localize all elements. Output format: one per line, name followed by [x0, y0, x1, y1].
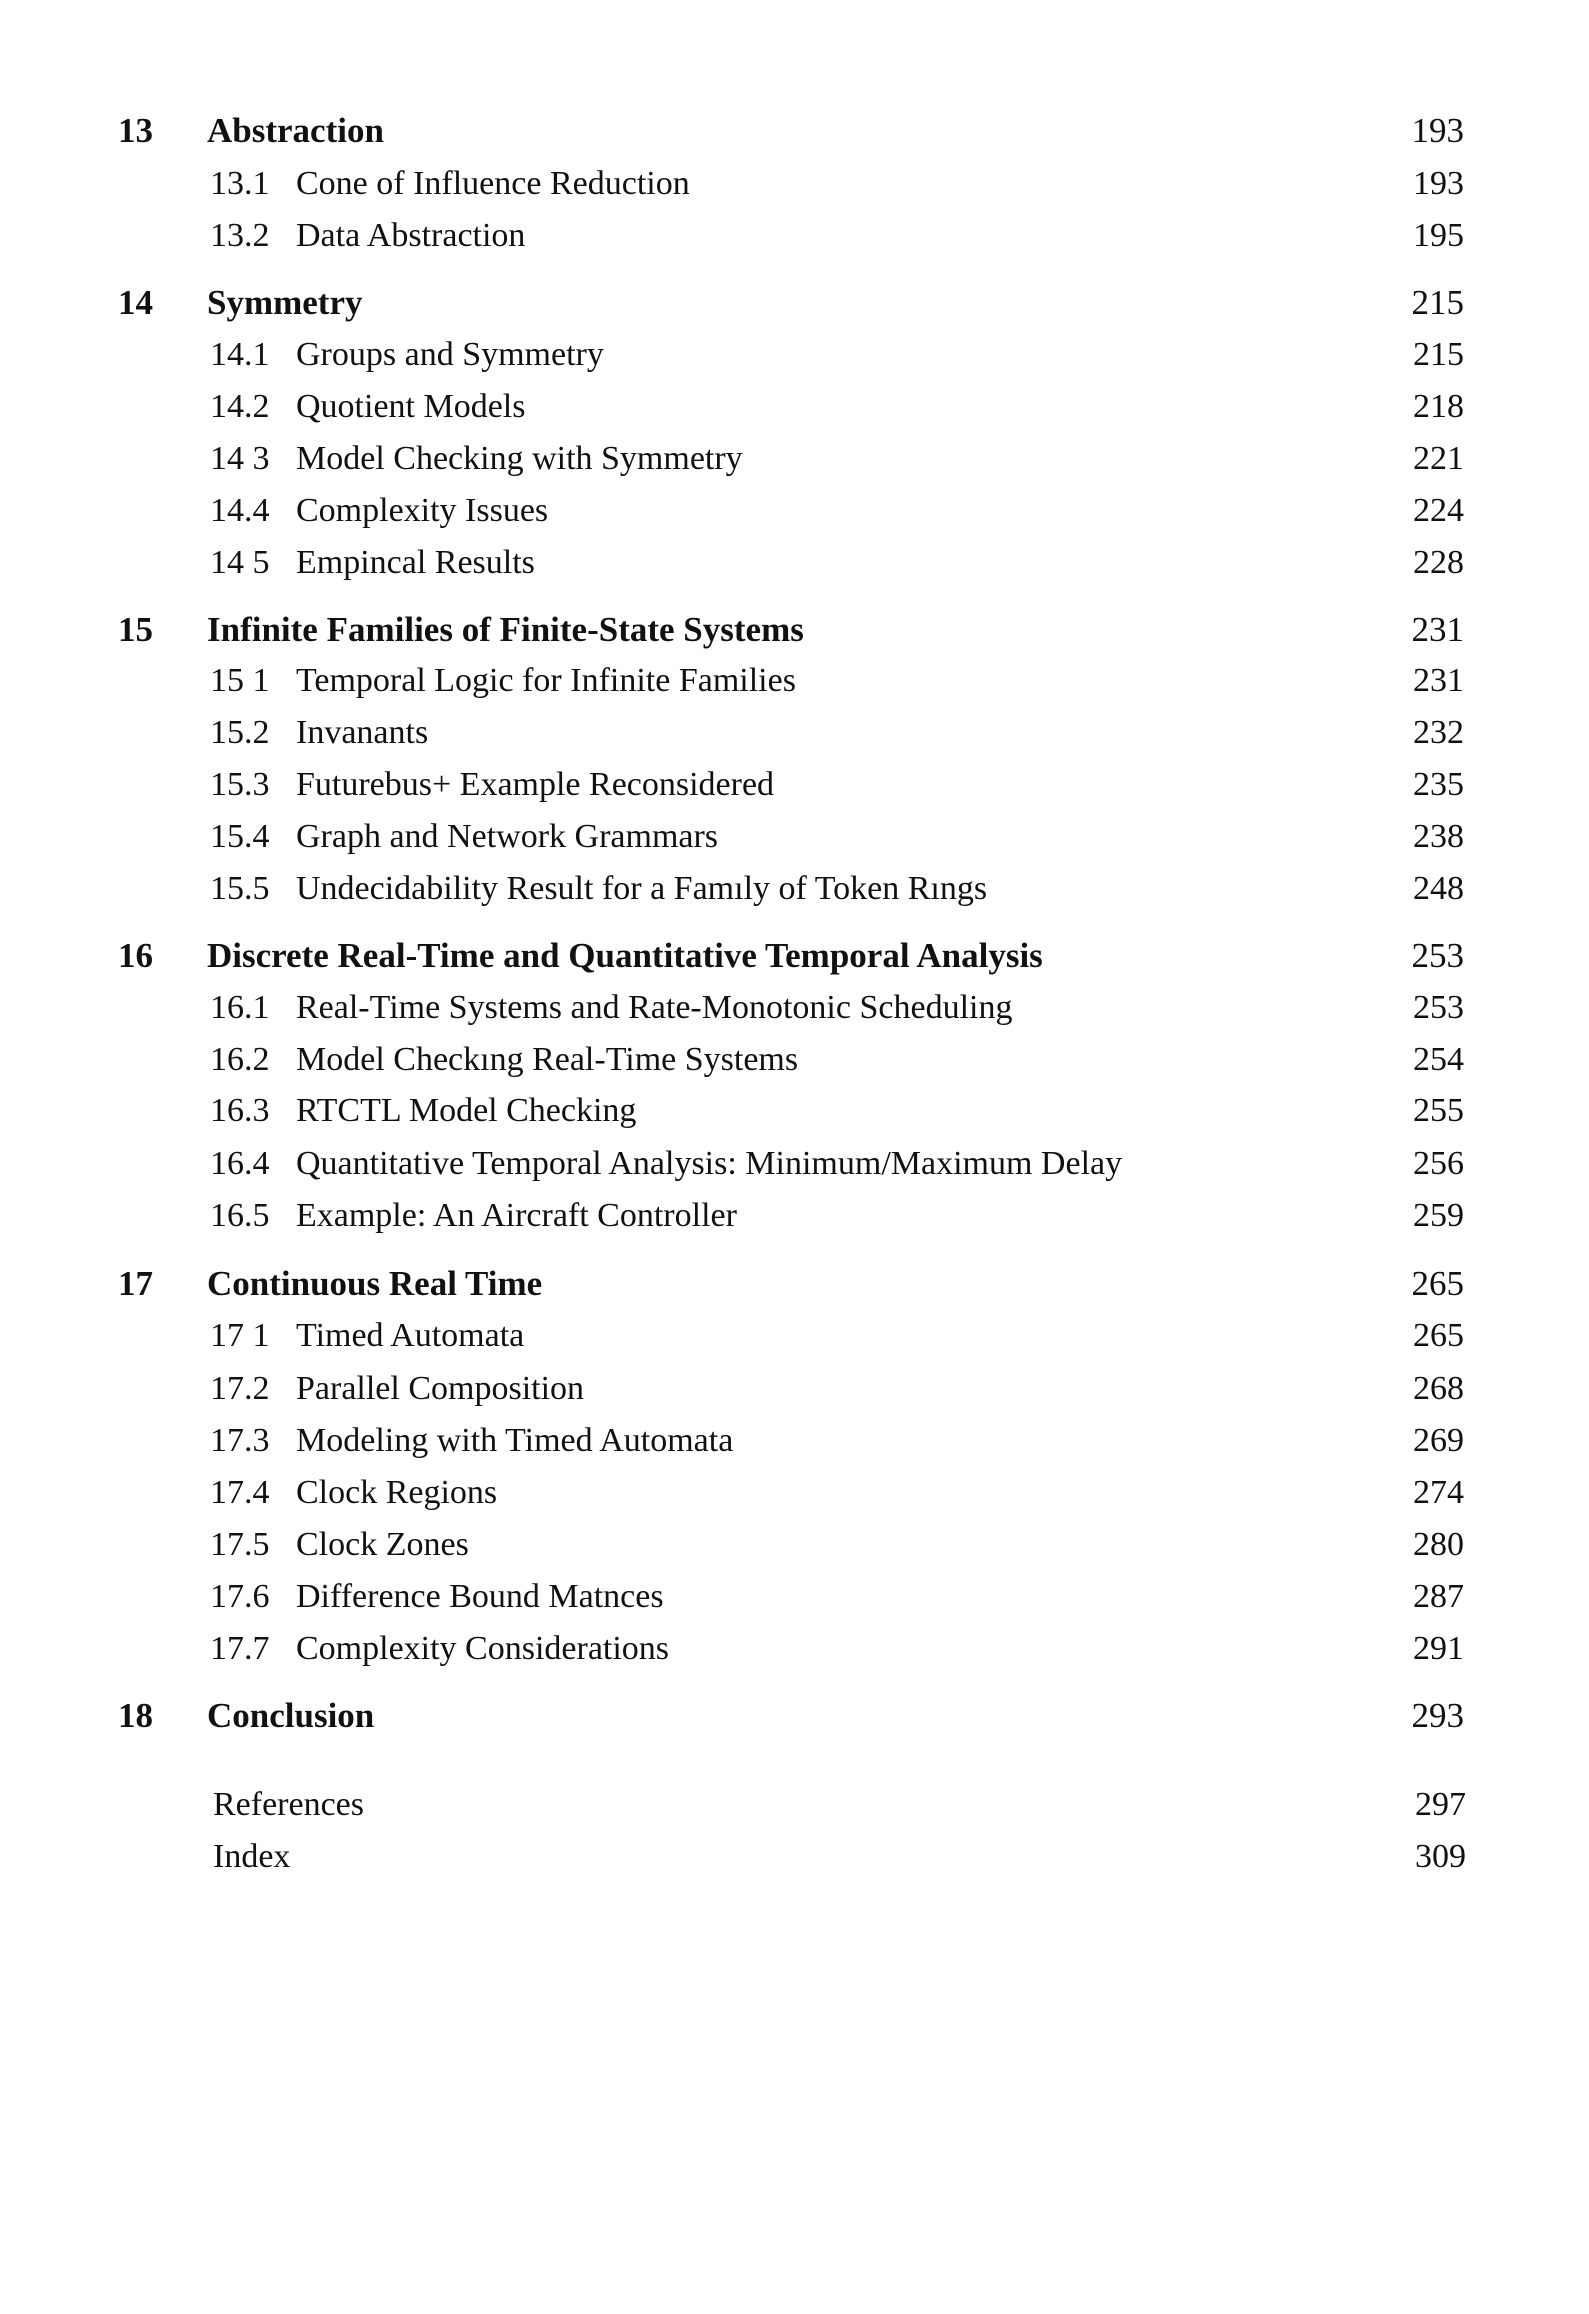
page-number: 231 — [1413, 662, 1464, 699]
toc-chapter-17 — [0, 1259, 1589, 1309]
section-title: Data Abstraction — [296, 217, 526, 254]
page-number: 253 — [1411, 936, 1464, 975]
section-number: 17.5 — [210, 1526, 270, 1563]
chapter-number: 18 — [118, 1696, 153, 1735]
toc-section-14-2 — [0, 382, 1589, 432]
section-number: 14 5 — [210, 544, 270, 581]
chapter-number: 13 — [118, 111, 153, 150]
page-number: 235 — [1413, 766, 1464, 803]
page-number: 232 — [1413, 714, 1464, 751]
page-number: 265 — [1413, 1317, 1464, 1354]
page-number: 193 — [1411, 111, 1464, 150]
section-number: 16.4 — [210, 1145, 270, 1182]
page-number: 215 — [1411, 283, 1464, 322]
chapter-title: Symmetry — [207, 283, 363, 322]
toc-chapter-13 — [0, 106, 1589, 156]
toc-section-17-6 — [0, 1572, 1589, 1622]
section-title: Invanants — [296, 714, 429, 751]
section-number: 17 1 — [210, 1317, 270, 1354]
page-number: 268 — [1413, 1370, 1464, 1407]
page-number: 287 — [1413, 1578, 1464, 1615]
page-number: 215 — [1413, 336, 1464, 373]
section-title: Futurebus+ Example Reconsidered — [296, 766, 775, 803]
toc-section-15-5 — [0, 864, 1589, 914]
section-number: 15.3 — [210, 766, 270, 803]
section-title: Empincal Results — [296, 544, 535, 581]
page-number: 195 — [1413, 217, 1464, 254]
section-number: 17.6 — [210, 1578, 270, 1615]
section-title: Groups and Symmetry — [296, 336, 604, 373]
section-number: 16.5 — [210, 1197, 270, 1234]
toc-section-17-1 — [0, 1311, 1589, 1361]
toc-section-14-3 — [0, 434, 1589, 484]
section-title: Clock Zones — [296, 1526, 469, 1563]
toc-section-17-7 — [0, 1624, 1589, 1674]
section-number: 16.2 — [210, 1041, 270, 1078]
toc-index — [0, 1832, 1589, 1882]
page-number: 256 — [1413, 1145, 1464, 1182]
back-matter-title: References — [213, 1786, 365, 1823]
section-title: Quantitative Temporal Analysis: Minimum/Maximum Delay — [296, 1145, 1123, 1182]
toc-section-14-4 — [0, 486, 1589, 536]
page-number: 254 — [1413, 1041, 1464, 1078]
section-title: Clock Regions — [296, 1474, 498, 1511]
page-number: 253 — [1413, 989, 1464, 1026]
toc-section-16-5 — [0, 1191, 1589, 1241]
toc-section-17-2 — [0, 1364, 1589, 1414]
section-number: 17.3 — [210, 1422, 270, 1459]
section-number: 15.2 — [210, 714, 270, 751]
section-title: Model Checking with Symmetry — [296, 440, 743, 477]
section-title: Cone of Influence Reduction — [296, 165, 690, 202]
page-number: 293 — [1411, 1696, 1464, 1735]
chapter-number: 15 — [118, 610, 153, 649]
section-title: Parallel Composition — [296, 1370, 585, 1407]
toc-section-16-3 — [0, 1086, 1589, 1136]
toc-section-13-1 — [0, 159, 1589, 209]
page-number: 238 — [1413, 818, 1464, 855]
section-title: Model Checkıng Real-Time Systems — [296, 1041, 799, 1078]
section-title: Complexity Issues — [296, 492, 549, 529]
toc-section-15-2 — [0, 708, 1589, 758]
page-number: 218 — [1413, 388, 1464, 425]
section-number: 16.3 — [210, 1092, 270, 1129]
page-number: 224 — [1413, 492, 1464, 529]
toc-chapter-15 — [0, 605, 1589, 655]
chapter-number: 14 — [118, 283, 153, 322]
section-title: Temporal Logic for Infinite Families — [296, 662, 796, 699]
section-title: Real-Time Systems and Rate-Monotonic Scheduling — [296, 989, 1013, 1026]
section-title: Difference Bound Matnces — [296, 1578, 664, 1615]
toc-section-15-3 — [0, 760, 1589, 810]
section-number: 17.7 — [210, 1630, 270, 1667]
page-number: 248 — [1413, 870, 1464, 907]
section-title: Undecidability Result for a Famıly of Token Rıngs — [296, 870, 988, 907]
chapter-title: Conclusion — [207, 1696, 375, 1735]
toc-section-17-5 — [0, 1520, 1589, 1570]
section-title: Example: An Aircraft Controller — [296, 1197, 737, 1234]
toc-chapter-14 — [0, 278, 1589, 328]
section-number: 13.2 — [210, 217, 270, 254]
section-number: 13.1 — [210, 165, 270, 202]
toc-section-17-4 — [0, 1468, 1589, 1518]
back-matter-title: Index — [213, 1838, 291, 1875]
page-number: 259 — [1413, 1197, 1464, 1234]
page-number: 228 — [1413, 544, 1464, 581]
section-number: 14 3 — [210, 440, 270, 477]
page-number: 255 — [1413, 1092, 1464, 1129]
toc-section-16-4 — [0, 1139, 1589, 1189]
section-title: Timed Automata — [296, 1317, 525, 1354]
page-number: 280 — [1413, 1526, 1464, 1563]
toc-section-15-1 — [0, 656, 1589, 706]
section-number: 17.2 — [210, 1370, 270, 1407]
toc-section-14-5 — [0, 538, 1589, 588]
section-number: 17.4 — [210, 1474, 270, 1511]
section-number: 16.1 — [210, 989, 270, 1026]
toc-section-17-3 — [0, 1416, 1589, 1466]
page-number: 193 — [1413, 165, 1464, 202]
toc-chapter-16 — [0, 931, 1589, 981]
page-number: 269 — [1413, 1422, 1464, 1459]
page-number: 297 — [1415, 1786, 1466, 1823]
toc-chapter-18 — [0, 1691, 1589, 1741]
toc-section-16-1 — [0, 983, 1589, 1033]
section-title: Quotient Models — [296, 388, 526, 425]
toc-section-15-4 — [0, 812, 1589, 862]
chapter-title: Discrete Real-Time and Quantitative Temporal Analysis — [207, 936, 1043, 975]
toc-section-14-1 — [0, 330, 1589, 380]
toc-section-13-2 — [0, 211, 1589, 261]
page-number: 221 — [1413, 440, 1464, 477]
chapter-number: 16 — [118, 936, 153, 975]
section-title: Modeling with Timed Automata — [296, 1422, 734, 1459]
section-title: Complexity Considerations — [296, 1630, 670, 1667]
section-number: 15 1 — [210, 662, 270, 699]
section-title: RTCTL Model Checking — [296, 1092, 637, 1129]
chapter-title: Continuous Real Time — [207, 1264, 543, 1303]
page-number: 309 — [1415, 1838, 1466, 1875]
page-number: 231 — [1411, 610, 1464, 649]
toc-references — [0, 1780, 1589, 1830]
section-title: Graph and Network Grammars — [296, 818, 719, 855]
chapter-title: Abstraction — [207, 111, 384, 150]
page-number: 291 — [1413, 1630, 1464, 1667]
page-number: 265 — [1411, 1264, 1464, 1303]
section-number: 15.5 — [210, 870, 270, 907]
chapter-title: Infinite Families of Finite-State Systems — [207, 610, 804, 649]
section-number: 14.1 — [210, 336, 270, 373]
toc-section-16-2 — [0, 1035, 1589, 1085]
section-number: 14.2 — [210, 388, 270, 425]
section-number: 14.4 — [210, 492, 270, 529]
section-number: 15.4 — [210, 818, 270, 855]
page-number: 274 — [1413, 1474, 1464, 1511]
chapter-number: 17 — [118, 1264, 153, 1303]
